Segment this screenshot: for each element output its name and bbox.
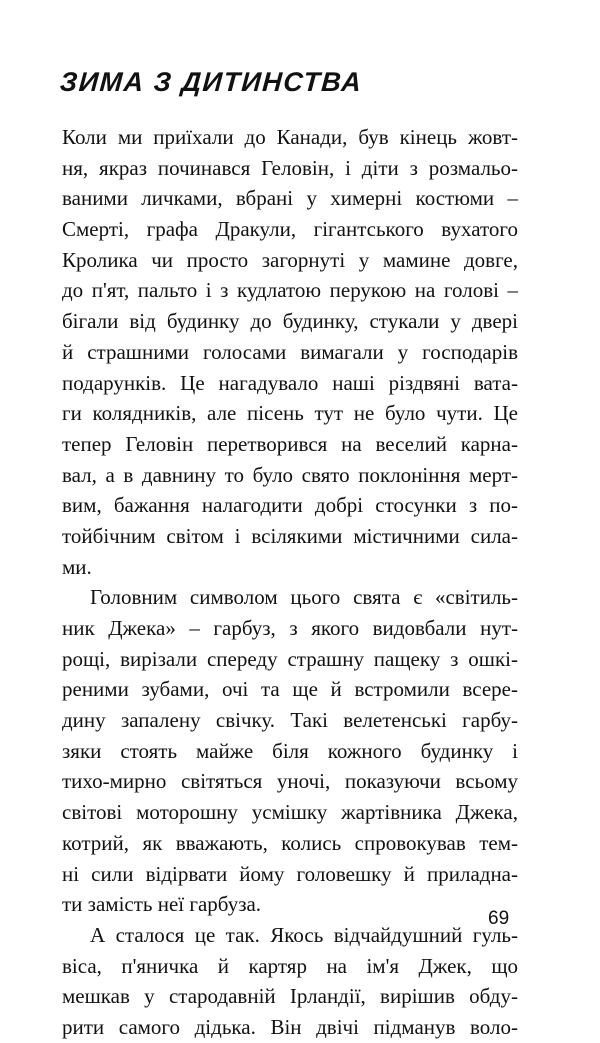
text-line: зяки стоять майже біля кожного будинку і xyxy=(62,738,518,763)
text-line: тепер Геловін перетворився на веселий карна- xyxy=(62,431,518,456)
text-line: світові моторошну усмішку жартівника Джека, xyxy=(62,800,518,825)
text-line: мешкав у стародавній Ірландії, вирішив обду- xyxy=(62,984,518,1009)
text-line: реними зубами, очі та ще й встромили всере- xyxy=(62,677,518,702)
body-text xyxy=(62,122,518,1043)
text-line: Смерті, графа Дракули, гігантського вухатого xyxy=(62,217,518,242)
text-line: ми. xyxy=(62,554,92,579)
text-line: ти замість неї гарбуза. xyxy=(62,892,262,917)
text-line: подарунків. Це нагадувало наші різдвяні вата- xyxy=(62,370,518,395)
text-line: тойбічним світом і всілякими містичними сила- xyxy=(62,523,518,548)
text-line: рощі, вирізали спереду страшну пащеку з ошкі- xyxy=(62,646,518,671)
text-line: ваними личками, вбрані у химерні костюми – xyxy=(62,186,518,211)
paragraph xyxy=(62,920,518,1043)
text-line: й страшними голосами вимагали у господарів xyxy=(62,339,518,364)
text-line: А сталося це так. Якось відчайдушний гуль- xyxy=(90,922,518,947)
text-line: віса, п'яничка й картяр на ім'я Джек, що xyxy=(62,953,518,978)
text-line: ні сили відірвати йому головешку й приладна- xyxy=(62,861,518,886)
text-line: ник Джека» – гарбуз, з якого видовбали нут- xyxy=(62,616,518,640)
text-line: Коли ми приїхали до Канади, був кінець жовт- xyxy=(62,125,518,149)
text-line: бігали від будинку до будинку, стукали у двері xyxy=(62,309,518,334)
chapter-title: ЗИМА З ДИТИНСТВА xyxy=(58,67,364,97)
paragraph xyxy=(62,582,518,920)
text-line: котрий, як вважають, колись спровокував тем- xyxy=(62,830,518,855)
page-number: 69 xyxy=(488,908,510,929)
text-line: дину запалену свічку. Такі велетенські гарбу- xyxy=(62,708,518,733)
paragraph xyxy=(62,122,518,582)
text-line: до п'ят, пальто і з кудлатою перукою на голові – xyxy=(62,278,518,303)
text-line: вал, а в давнину то було свято поклоніння мерт- xyxy=(62,462,518,487)
text-line: рити самого дідька. Він двічі підманув воло- xyxy=(62,1014,518,1039)
text-line: Головним символом цього свята є «світиль- xyxy=(90,585,518,610)
text-line: вим, бажання налагодити добрі стосунки з по- xyxy=(62,493,518,518)
text-line: Кролика чи просто загорнуті у мамине довге, xyxy=(62,247,518,272)
text-line: ги колядників, але пісень тут не було чути. Це xyxy=(62,401,518,426)
text-line: тихо-мирно світяться уночі, показуючи всьому xyxy=(62,769,518,794)
text-line: ня, якраз починався Геловін, і діти з розмальо- xyxy=(62,155,518,180)
